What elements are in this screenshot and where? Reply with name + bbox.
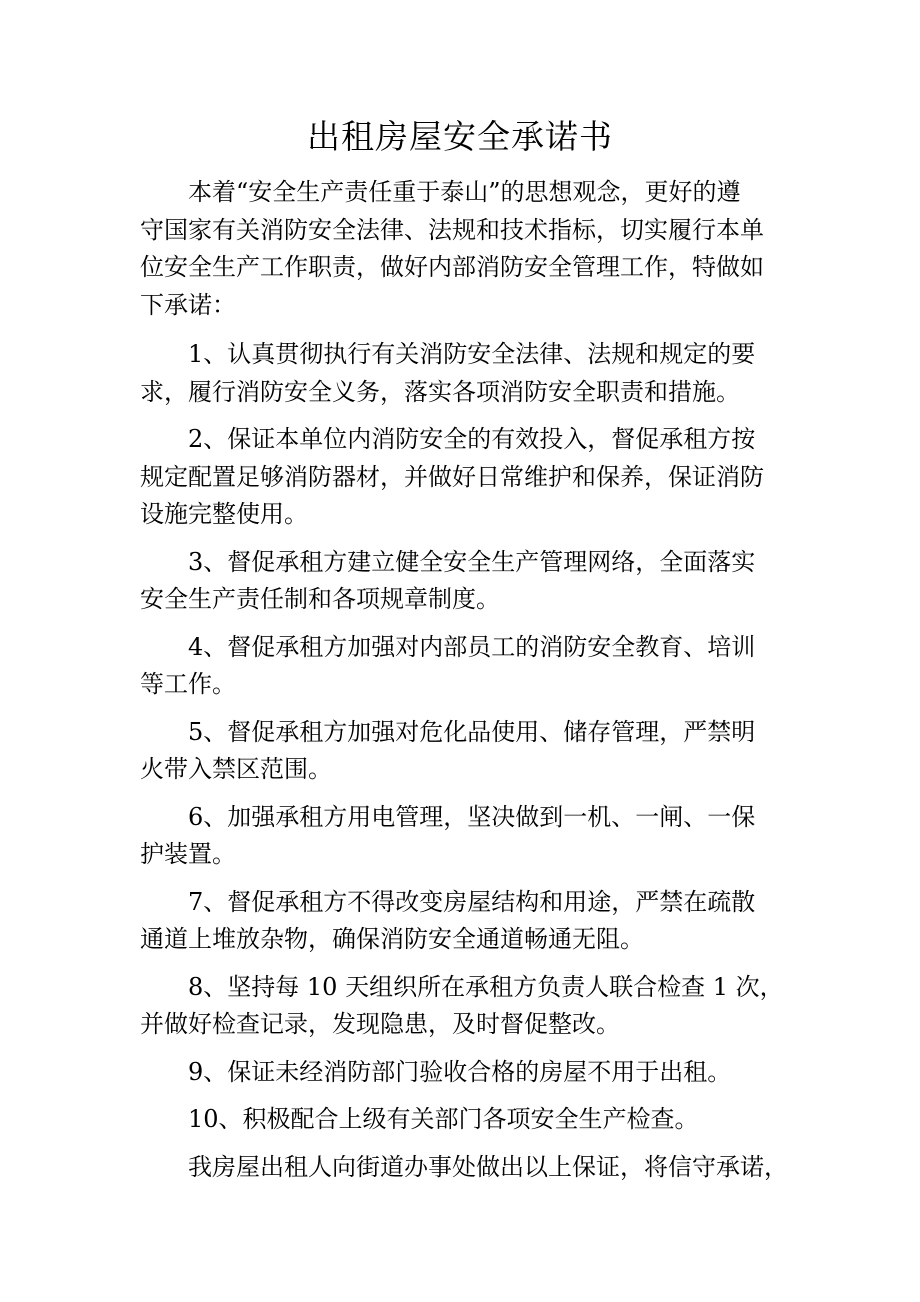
document-title: 出租房屋安全承诺书	[307, 117, 613, 156]
paragraph-item-10	[140, 1101, 792, 1139]
paragraph-line: 下承诺：	[140, 290, 236, 319]
paragraph-line: 2、保证本单位内消防安全的有效投入，督促承租方按	[188, 425, 756, 453]
paragraph-line: 6、加强承租方用电管理，坚决做到一机、一闸、一保	[188, 802, 756, 831]
paragraph-line: 等工作。	[140, 670, 236, 698]
paragraph-line: 4、督促承租方加强对内部员工的消防安全教育、培训	[188, 632, 756, 661]
paragraph-intro	[140, 174, 792, 324]
paragraph-line: 护装置。	[140, 840, 236, 868]
paragraph-item-4	[140, 629, 792, 704]
paragraph-item-5	[140, 714, 792, 789]
paragraph-line: 3、督促承租方建立健全安全生产管理网络，全面落实	[188, 547, 756, 576]
paragraph-item-6	[140, 799, 792, 874]
paragraph-line: 位安全生产工作职责，做好内部消防安全管理工作，特做如	[140, 253, 764, 281]
paragraph-line: 并做好检查记录，发现隐患，及时督促整改。	[140, 1010, 620, 1038]
paragraph-item-7	[140, 884, 792, 959]
paragraph-closing	[140, 1149, 792, 1187]
paragraph-line: 求，履行消防安全义务，落实各项消防安全职责和措施。	[140, 377, 740, 406]
paragraph-line: 8、坚持每 10 天组织所在承租方负责人联合检查 1 次，	[188, 972, 784, 1001]
paragraph-item-9	[140, 1054, 792, 1092]
paragraph-line: 通道上堆放杂物，确保消防安全通道畅通无阻。	[140, 925, 644, 953]
paragraph-item-1	[140, 336, 792, 411]
paragraph-line: 9、保证未经消防部门验收合格的房屋不用于出租。	[188, 1057, 732, 1086]
paragraph-line: 本着“安全生产责任重于泰山”的思想观念，更好的遵	[188, 178, 741, 206]
document-body	[140, 174, 792, 1196]
paragraph-item-2	[140, 421, 792, 534]
paragraph-line: 规定配置足够消防器材，并做好日常维护和保养，保证消防	[140, 462, 764, 491]
paragraph-line: 设施完整使用。	[140, 500, 308, 528]
paragraph-line: 守国家有关消防安全法律、法规和技术指标，切实履行本单	[140, 215, 764, 244]
paragraph-line: 我房屋出租人向街道办事处做出以上保证，将信守承诺，	[188, 1152, 788, 1181]
paragraph-line: 火带入禁区范围。	[140, 755, 332, 783]
paragraph-line: 1、认真贯彻执行有关消防安全法律、法规和规定的要	[188, 340, 756, 368]
paragraph-item-3	[140, 544, 792, 619]
paragraph-line: 10、积极配合上级有关部门各项安全生产检查。	[188, 1105, 699, 1133]
paragraph-line: 安全生产责任制和各项规章制度。	[140, 585, 500, 613]
paragraph-line: 7、督促承租方不得改变房屋结构和用途，严禁在疏散	[188, 887, 756, 916]
paragraph-item-8	[140, 969, 792, 1044]
paragraph-line: 5、督促承租方加强对危化品使用、储存管理，严禁明	[188, 717, 756, 746]
